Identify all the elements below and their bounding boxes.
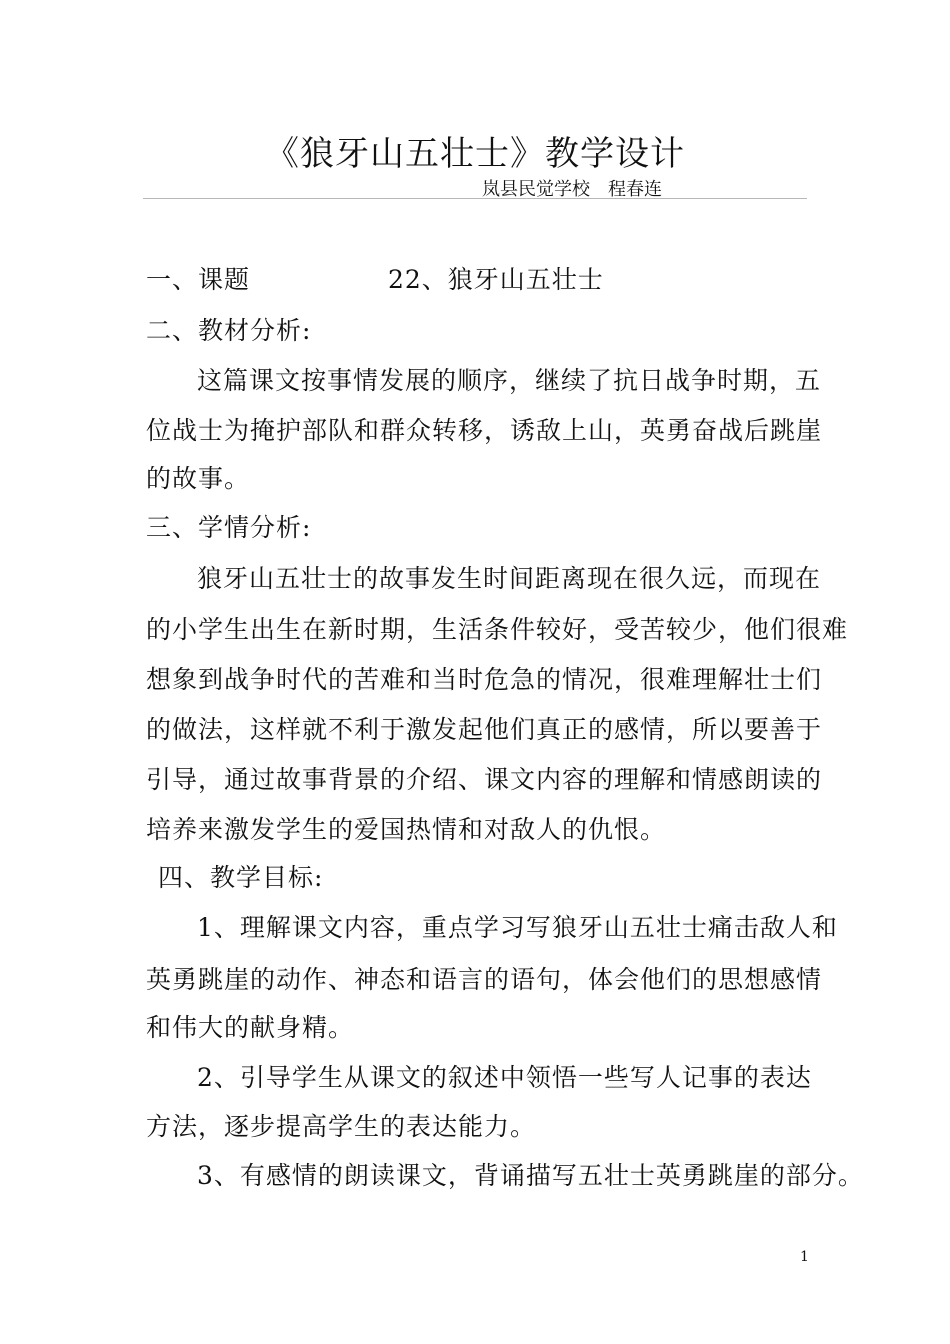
paragraph-line: 狼牙山五壮士的故事发生时间距离现在很久远，而现在 <box>197 564 822 593</box>
goal-1-line: 1、理解课文内容，重点学习写狼牙山五壮士痛击敌人和 <box>197 913 838 942</box>
paragraph-line: 这篇课文按事情发展的顺序，继续了抗日战争时期，五 <box>197 366 822 395</box>
paragraph-line: 的小学生出生在新时期，生活条件较好，受苦较少，他们很难 <box>146 615 849 644</box>
paragraph-line: 想象到战争时代的苦难和当时危急的情况，很难理解壮士们 <box>146 665 823 694</box>
goal-2-line: 方法，逐步提高学生的表达能力。 <box>146 1112 537 1141</box>
course-label: 一、课题 <box>146 265 251 294</box>
document-title: 《狼牙山五壮士》教学设计 <box>265 134 685 174</box>
header-divider <box>143 198 807 199</box>
page-number: 1 <box>800 1249 809 1265</box>
goal-3-line: 3、有感情的朗读课文，背诵描写五壮士英勇跳崖的部分。 <box>197 1161 864 1190</box>
author-line: 岚县民觉学校 程春连 <box>482 179 662 200</box>
paragraph-line: 的做法，这样就不利于激发起他们真正的感情，所以要善于 <box>146 715 823 744</box>
section-heading-teaching-goals: 四、教学目标: <box>158 863 324 892</box>
section-heading-learner-analysis: 三、学情分析: <box>146 513 312 542</box>
course-value: 22、狼牙山五壮士 <box>388 265 604 294</box>
goal-2-line: 2、引导学生从课文的叙述中领悟一些写人记事的表达 <box>197 1063 812 1092</box>
paragraph-line: 引导，通过故事背景的介绍、课文内容的理解和情感朗读的 <box>146 765 823 794</box>
section-heading-textbook-analysis: 二、教材分析: <box>146 316 312 345</box>
paragraph-line: 培养来激发学生的爱国热情和对敌人的仇恨。 <box>146 815 667 844</box>
paragraph-line: 位战士为掩护部队和群众转移，诱敌上山，英勇奋战后跳崖 <box>146 416 823 445</box>
paragraph-line: 的故事。 <box>146 464 251 493</box>
goal-1-line: 和伟大的献身精。 <box>146 1013 355 1042</box>
goal-1-line: 英勇跳崖的动作、神态和语言的语句，体会他们的思想感情 <box>146 965 823 994</box>
